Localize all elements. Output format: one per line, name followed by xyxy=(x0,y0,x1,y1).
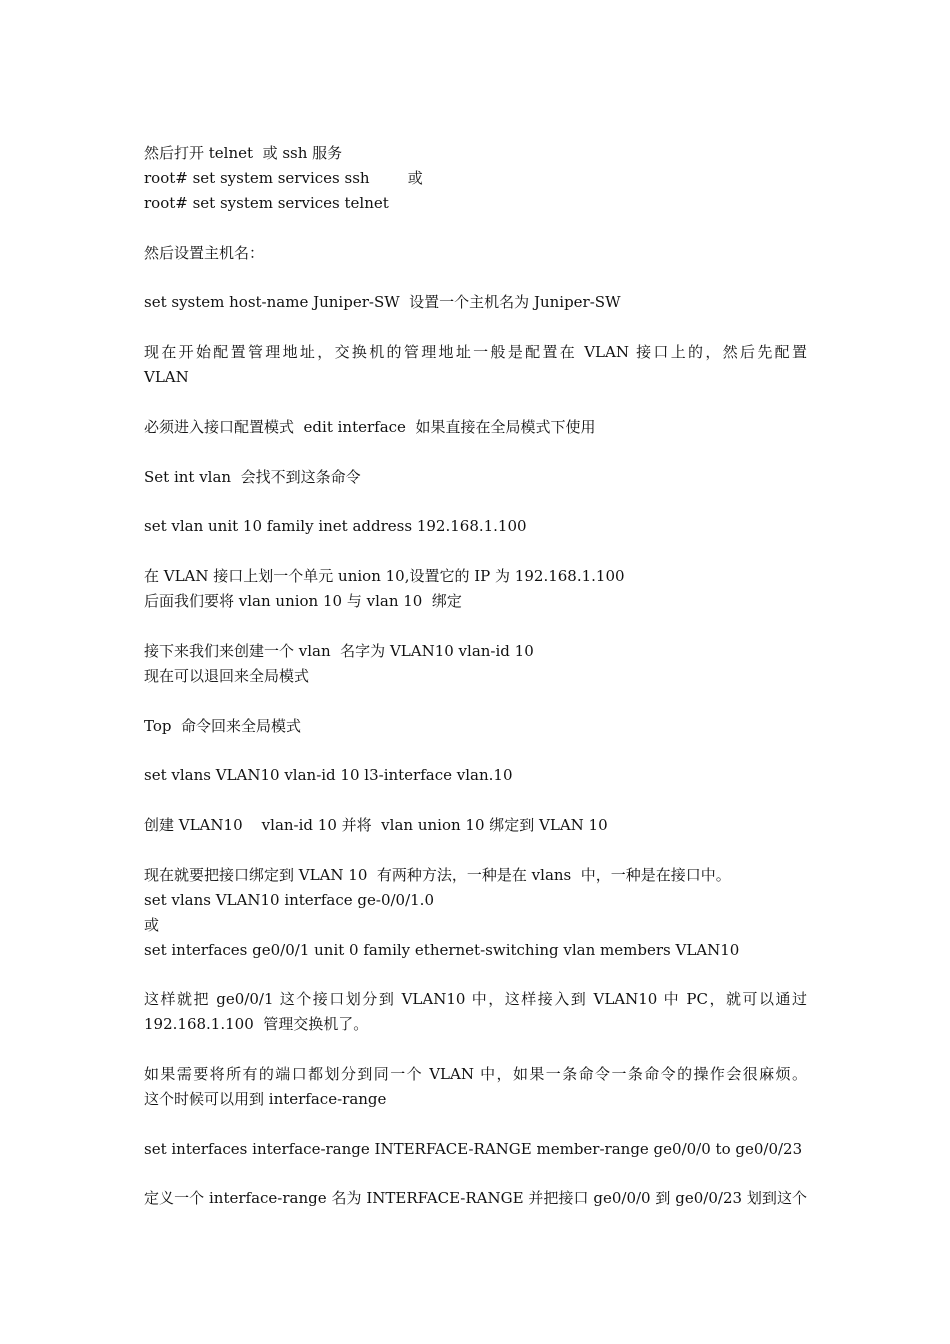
text-line: 必须进入接口配置模式 edit interface 如果直接在全局模式下使用 xyxy=(144,418,596,436)
text-line: set system host-name Juniper-SW 设置一个主机名为 Juniper-SW xyxy=(144,293,621,311)
text-line: 192.168.1.100 管理交换机了。 xyxy=(144,1015,369,1033)
text-line: 现在开始配置管理地址，交换机的管理地址一般是配置在 VLAN 接口上的，然后先配置 xyxy=(144,343,807,361)
text-line: 或 xyxy=(144,916,160,934)
text-line: 定义一个 interface-range 名为 INTERFACE-RANGE 并把接口 ge0/0/0 到 ge0/0/23 划到这个 xyxy=(144,1189,807,1207)
text-line: 然后设置主机名： xyxy=(144,244,265,262)
text-line: 然后打开 telnet 或 ssh 服务 xyxy=(144,144,343,162)
text-line: root# set system services ssh 或 xyxy=(144,169,423,187)
text-line: 创建 VLAN10 vlan-id 10 并将 vlan union 10 绑定到 VLAN 10 xyxy=(144,816,608,834)
text-line: 现在可以退回来全局模式 xyxy=(144,667,310,685)
text-line: 接下来我们来创建一个 vlan 名字为 VLAN10 vlan-id 10 xyxy=(144,642,534,660)
text-line: 如果需要将所有的端口都划分到同一个 VLAN 中，如果一条命令一条命令的操作会很麻烦。 xyxy=(144,1065,807,1083)
text-line: 这个时候可以用到 interface-range xyxy=(144,1090,387,1108)
text-line: 这样就把 ge0/0/1 这个接口划分到 VLAN10 中，这样接入到 VLAN10 中 PC，就可以通过 xyxy=(144,990,807,1008)
text-line: Top 命令回来全局模式 xyxy=(144,717,302,735)
text-line: Set int vlan 会找不到这条命令 xyxy=(144,468,361,486)
text-line: set interfaces interface-range INTERFACE-RANGE member-range ge0/0/0 to ge0/0/23 xyxy=(144,1140,803,1158)
text-line: 现在就要把接口绑定到 VLAN 10 有两种方法，一种是在 vlans 中，一种是在接口中。 xyxy=(144,866,731,884)
text-line: set vlans VLAN10 interface ge-0/0/1.0 xyxy=(144,891,434,909)
text-line: VLAN xyxy=(144,368,189,386)
text-line: set vlan unit 10 family inet address 192.168.1.100 xyxy=(144,517,527,535)
text-line: 后面我们要将 vlan union 10 与 vlan 10 绑定 xyxy=(144,592,462,610)
text-line: set interfaces ge0/0/1 unit 0 family ethernet-switching vlan members VLAN10 xyxy=(144,941,740,959)
text-line: set vlans VLAN10 vlan-id 10 l3-interface vlan.10 xyxy=(144,766,513,784)
text-line: 在 VLAN 接口上划一个单元 union 10,设置它的 IP 为 192.168.1.100 xyxy=(144,567,625,585)
text-line: root# set system services telnet xyxy=(144,194,389,212)
